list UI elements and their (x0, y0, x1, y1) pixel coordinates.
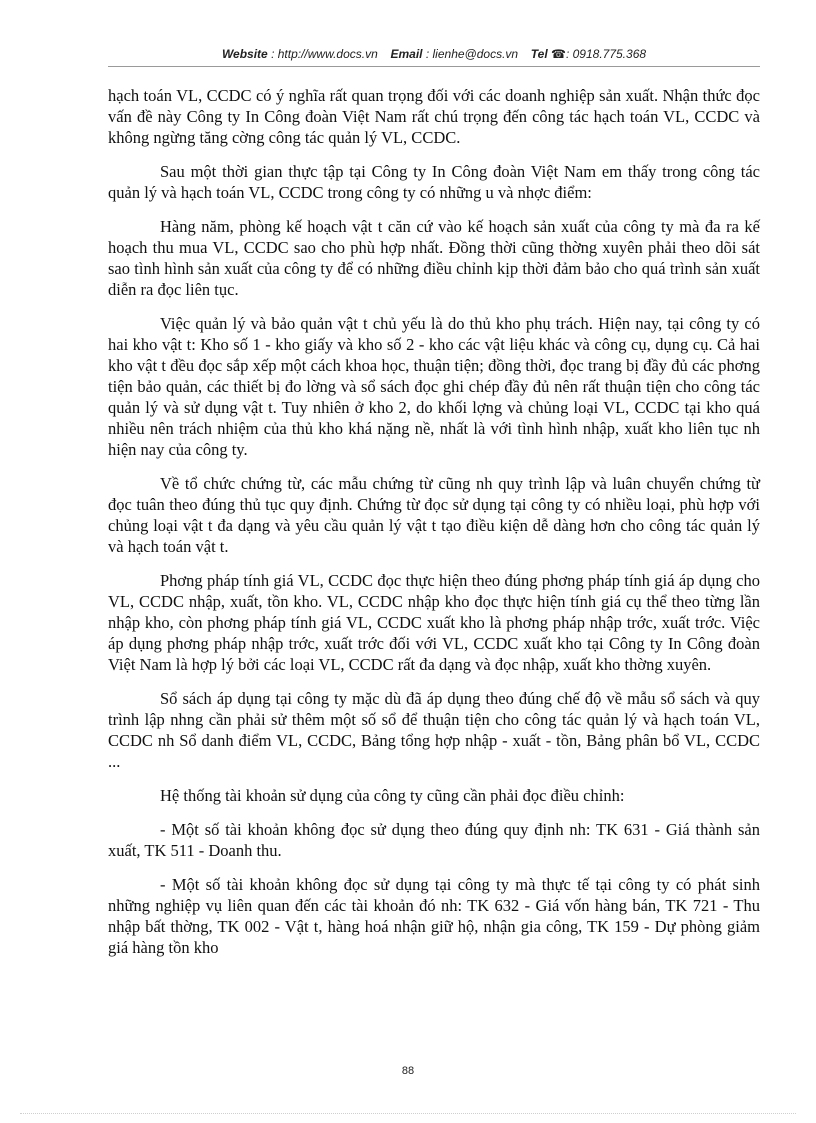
page-bottom-divider (20, 1113, 796, 1114)
document-body (108, 85, 760, 971)
paragraph: - Một số tài khoản không đọc sử dụng tại công ty mà thực tế tại công ty có phát sinh những nghiệp vụ liên quan đến các tài khoản đó nh: TK 632 - Giá vốn hàng bán, TK 721 - Thu nhập bất thờng, TK 002 - Vật t, hàng hoá nhận giữ hộ, nhận gia công, TK 159 - Dự phòng giảm giá hàng tồn kho (108, 875, 760, 957)
paragraph: Sổ sách áp dụng tại công ty mặc dù đã áp dụng theo đúng chế độ về mẫu sổ sách và quy trình lập nhng cần phải sử thêm một số sổ để thuận tiện cho công tác quản lý và hạch toán VL, CCDC nh Sổ danh điểm VL, CCDC, Bảng tổng hợp nhập - xuất - tồn, Bảng phân bổ VL, CCDC ... (108, 689, 760, 771)
header-divider (108, 66, 760, 67)
paragraph: Về tổ chức chứng từ, các mẫu chứng từ cũng nh quy trình lập và luân chuyển chứng từ đọc tuân theo đúng thủ tục quy định. Chứng từ đọc sử dụng tại công ty có nhiều loại, phù hợp với chủng loại vật t đa dạng và yêu cầu quản lý vật t tạo điều kiện dễ dàng hơn cho công tác quản lý và hạch toán vật t. (108, 474, 760, 556)
website-label: Website (221, 47, 268, 61)
email-value: : lienhe@docs.vn (425, 47, 519, 61)
page-header (108, 47, 760, 61)
paragraph: Phơng pháp tính giá VL, CCDC đọc thực hiện theo đúng phơng pháp tính giá áp dụng cho VL, CCDC nhập, xuất, tồn kho. VL, CCDC nhập kho đọc thực hiện tính giá cụ thể theo từng lần nhập kho, còn phơng pháp tính giá VL, CCDC xuất kho là phơng pháp nhập trớc, xuất trớc. Việc áp dụng phơng pháp nhập trớc, xuất trớc đối với VL, CCDC xuất kho tại Công ty In Công đoàn Việt Nam là hợp lý bởi các loại VL, CCDC rất đa dạng và đọc nhập, xuất kho thờng xuyên. (108, 571, 760, 674)
paragraph: Sau một thời gian thực tập tại Công ty In Công đoàn Việt Nam em thấy trong công tác quản lý và hạch toán VL, CCDC trong công ty có những u và nhợc điểm: (108, 162, 760, 202)
email-label: Email (390, 47, 423, 61)
paragraph: Hệ thống tài khoản sử dụng của công ty cũng cần phải đọc điều chỉnh: (160, 786, 625, 805)
paragraph: Việc quản lý và bảo quản vật t chủ yếu là do thủ kho phụ trách. Hiện nay, tại công ty có hai kho vật t: Kho số 1 - kho giấy và kho số 2 - kho các vật liệu khác và công cụ, dụng cụ. Cả hai kho vật t đều đọc sắp xếp một cách khoa học, thuận tiện; đồng thời, đọc trang bị đầy đủ các phơng tiện bảo quản, các thiết bị đo lờng và sổ sách đọc ghi chép đầy đủ nên rất thuận tiện cho công tác quản lý và sử dụng vật t. Tuy nhiên ở kho 2, do khối lợng và chủng loại VL, CCDC tại kho quá nhiều nên trách nhiệm của thủ kho khá nặng nề, nhất là với tình hình nhập, xuất kho liên tục nh hiện nay của công ty. (108, 314, 760, 459)
tel-value: ☎: 0918.775.368 (551, 47, 647, 61)
paragraph: - Một số tài khoản không đọc sử dụng theo đúng quy định nh: TK 631 - Giá thành sản xuất, TK 511 - Doanh thu. (108, 820, 760, 860)
tel-label: Tel (530, 47, 548, 61)
paragraph: Hàng năm, phòng kế hoạch vật t căn cứ vào kế hoạch sản xuất của công ty mà đa ra kế hoạch thu mua VL, CCDC sao cho phù hợp nhất. Đồng thời cũng thờng xuyên phải theo dõi sát sao tình hình sản xuất của công ty để có những điều chỉnh kịp thời đảm bảo cho quá trình sản xuất diễn ra đọc liên tục. (108, 217, 760, 299)
website-url: : http://www.docs.vn (271, 47, 378, 61)
page-number: 88 (401, 1065, 415, 1077)
paragraph: hạch toán VL, CCDC có ý nghĩa rất quan trọng đối với các doanh nghiệp sản xuất. Nhận thức đọc vấn đề này Công ty In Công đoàn Việt Nam rất chú trọng đến công tác hạch toán VL, CCDC và không ngừng tăng cờng công tác quản lý VL, CCDC. (108, 86, 760, 147)
